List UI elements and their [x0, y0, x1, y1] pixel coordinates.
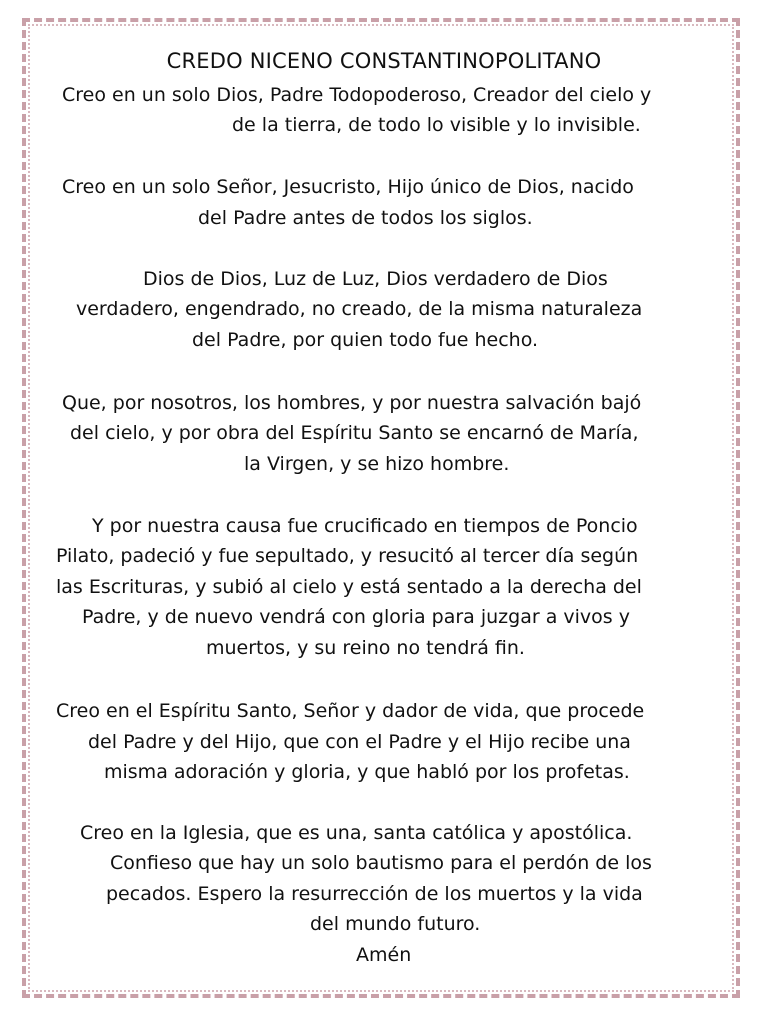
text-line: de la tierra, de todo lo visible y lo invisible.	[232, 114, 641, 136]
text-line: del mundo futuro.	[310, 913, 481, 935]
text-line: Dios de Dios, Luz de Luz, Dios verdadero de Dios	[143, 268, 608, 290]
text-line: Padre, y de nuevo vendrá con gloria para juzgar a vivos y	[82, 606, 630, 628]
text-line: Creo en un solo Señor, Jesucristo, Hijo único de Dios, nacido	[62, 176, 634, 198]
text-line: verdadero, engendrado, no creado, de la misma naturaleza	[76, 298, 643, 320]
text-line: las Escrituras, y subió al cielo y está sentado a la derecha del	[56, 576, 642, 598]
text-line: muertos, y su reino no tendrá fin.	[206, 637, 525, 659]
text-line: Creo en la Iglesia, que es una, santa católica y apostólica.	[80, 822, 633, 844]
text-line: Que, por nosotros, los hombres, y por nuestra salvación bajó	[62, 392, 642, 414]
text-line: del cielo, y por obra del Espíritu Santo se encarnó de María,	[70, 422, 639, 444]
text-line: pecados. Espero la resurrección de los muertos y la vida	[106, 883, 643, 905]
text-line: Creo en un solo Dios, Padre Todopoderoso, Creador del cielo y	[62, 84, 652, 106]
text-line: Pilato, padeció y fue sepultado, y resucitó al tercer día según	[56, 545, 639, 567]
text-line: la Virgen, y se hizo hombre.	[244, 453, 510, 475]
page-title: CREDO NICENO CONSTANTINOPOLITANO	[166, 49, 602, 73]
text-line: Confieso que hay un solo bautismo para el perdón de los	[110, 852, 652, 874]
text-line: Y por nuestra causa fue crucificado en tiempos de Poncio	[92, 515, 638, 537]
text-line: Creo en el Espíritu Santo, Señor y dador de vida, que procede	[56, 700, 645, 722]
text-line: del Padre y del Hijo, que con el Padre y el Hijo recibe una	[88, 731, 631, 753]
text-line: del Padre antes de todos los siglos.	[198, 207, 533, 229]
text-line: del Padre, por quien todo fue hecho.	[192, 329, 539, 351]
text-line: misma adoración y gloria, y que habló por los profetas.	[104, 761, 630, 783]
text-line-amen: Amén	[356, 944, 412, 966]
